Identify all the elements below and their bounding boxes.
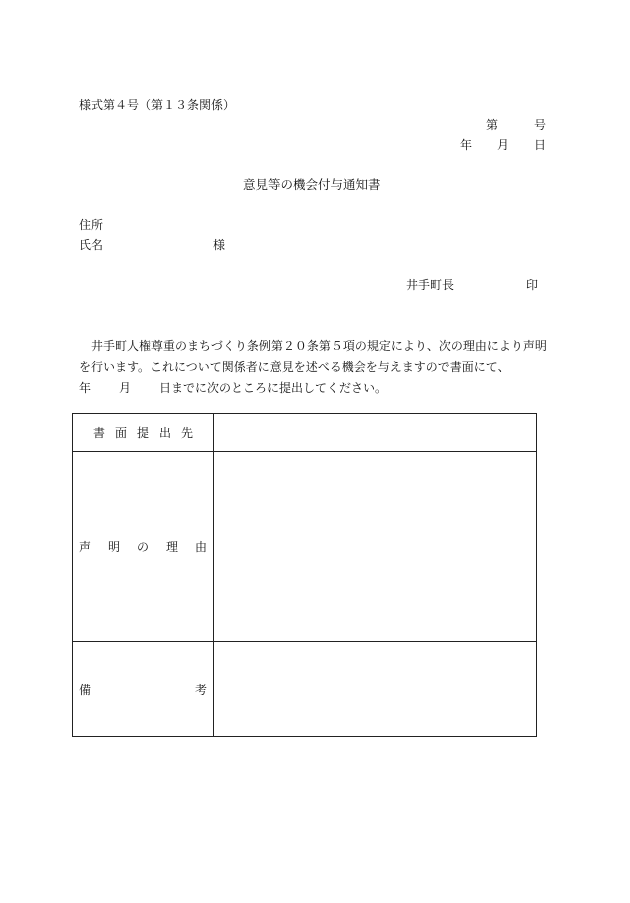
label-char: 考 — [194, 682, 207, 697]
name-label: 氏名 — [79, 238, 104, 252]
row-submission-destination — [73, 414, 537, 452]
honorific: 様 — [213, 238, 226, 252]
submission-destination-label — [73, 414, 214, 452]
seal-mark: 印 — [526, 278, 539, 292]
label-char: 明 — [107, 540, 120, 554]
row-statement-reason — [73, 452, 537, 642]
label-char: 出 — [158, 426, 171, 440]
body-line-1: 井手町人権尊重のまちづくり条例第２０条第５項の規定により、次の理由により声明 — [91, 339, 547, 353]
label-char: 備 — [79, 682, 92, 697]
row-remarks — [73, 642, 537, 737]
body-line-2: を行います。これについて関係者に意見を述べる機会を与えますので書面にて、 — [79, 360, 510, 374]
form-number: 様式第４号（第１３条関係） — [79, 98, 236, 112]
deadline-rest: 日までに次のところに提出してください。 — [159, 381, 388, 395]
label-char: の — [136, 540, 149, 554]
body-line-3 — [79, 378, 554, 399]
label-char: 提 — [136, 426, 149, 440]
address-label: 住所 — [79, 218, 104, 232]
notice-body — [79, 336, 554, 399]
remarks-field[interactable] — [214, 642, 537, 737]
date-day: 日 — [534, 138, 547, 152]
deadline-month: 月 — [119, 381, 132, 395]
deadline-year: 年 — [79, 381, 92, 395]
remarks-label — [73, 642, 214, 737]
date-year: 年 — [460, 138, 473, 152]
document-title: 意見等の機会付与通知書 — [243, 177, 381, 192]
statement-reason-label — [73, 452, 214, 642]
statement-reason-field[interactable] — [214, 452, 537, 642]
label-char: 理 — [165, 540, 178, 554]
label-char: 書 — [93, 426, 106, 440]
submission-table — [72, 413, 537, 737]
ref-number-go: 号 — [534, 118, 547, 132]
submission-destination-field[interactable] — [214, 414, 537, 452]
label-char: 面 — [114, 426, 127, 440]
date-month: 月 — [497, 138, 510, 152]
issuer-title: 井手町長 — [406, 278, 455, 292]
ref-number-dai: 第 — [486, 118, 499, 132]
label-char: 声 — [79, 540, 92, 554]
label-char: 由 — [194, 540, 207, 554]
label-char: 先 — [180, 426, 193, 440]
